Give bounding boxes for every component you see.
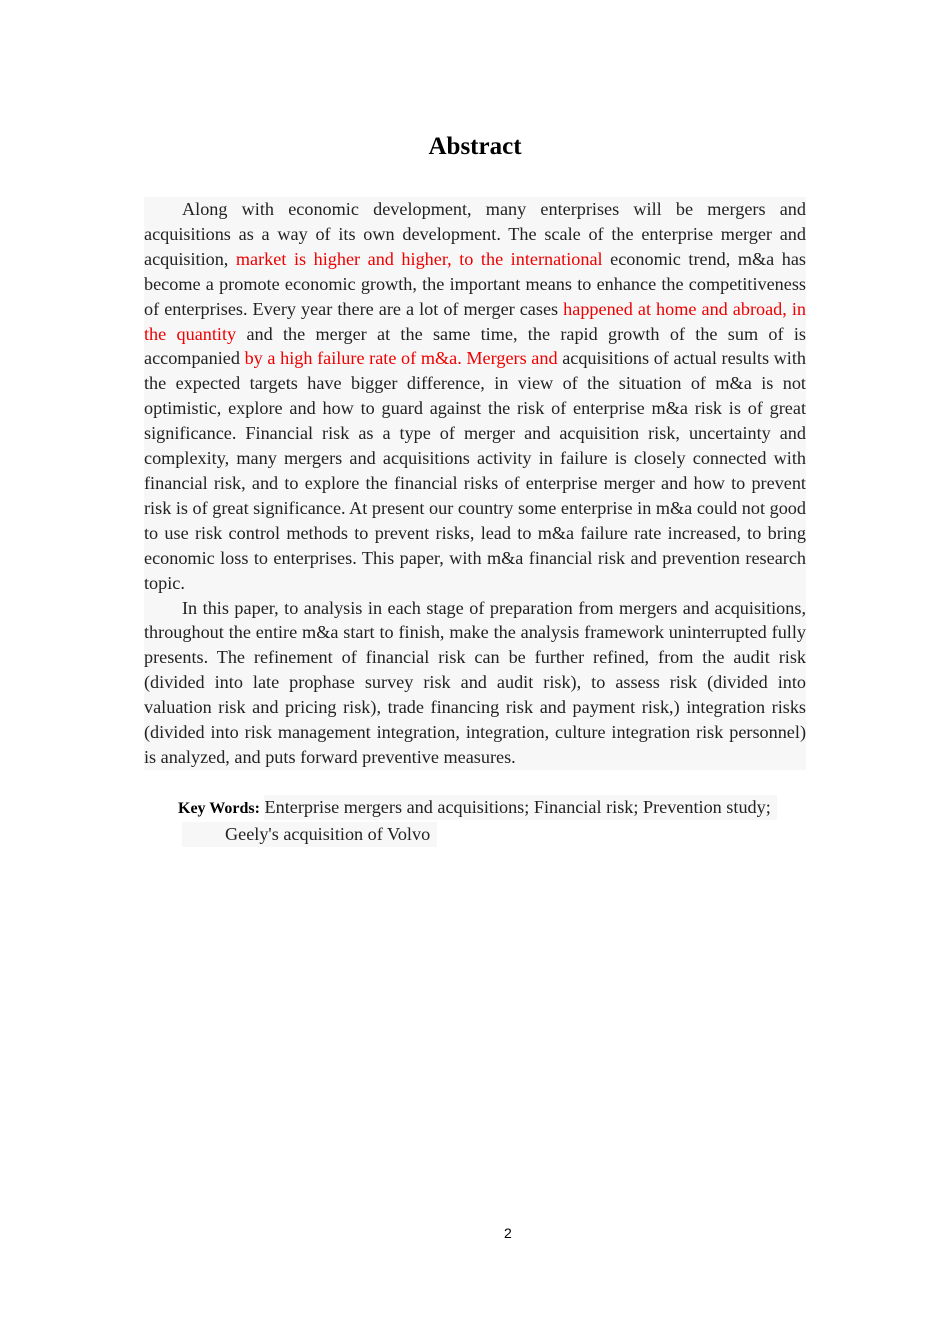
abstract-title: Abstract [428, 133, 522, 160]
keywords-line-2: Geely's acquisition of Volvo [182, 822, 437, 847]
keywords-line-1: Enterprise mergers and acquisitions; Financial risk; Prevention study; [264, 795, 776, 820]
paragraph-1-text-3: and the merger at the same time, the rapid growth of the sum of is accompanied [144, 323, 807, 369]
keywords-label: Key Words: [178, 800, 260, 817]
paragraph-1-text-2: economic trend, m&a has become a promote economic growth, the important means to enhance the competitiveness of enterprises. Every year there are a lot of merger cases [144, 248, 806, 319]
abstract-body [144, 197, 806, 770]
page-number: 2 [504, 1225, 512, 1241]
paragraph-1-text-1: Along with economic development, many enterprises will be mergers and acquisitions as a way of its own development. The scale of the enterprise merger and acquisition, [144, 199, 806, 269]
abstract-paragraph-1 [144, 197, 806, 596]
highlighted-text-1: market is higher and higher, to the international [235, 248, 603, 269]
paragraph-1-text-4: acquisitions of actual results with the expected targets have bigger difference, in view of the situation of m&a is not optimistic, explore and how to guard against the risk of enterprise m&a risk is of great significance. Financial risk as a type of merger and acquisition risk, uncertainty and complexity, many mergers and acquisitions activity in failure is closely connected with financial risk, and to explore the financial risks of enterprise merger and how to prevent risk is of great significance. At present our country some enterprise in m&a could not good to use risk control methods to prevent risks, lead to m&a failure rate increased, to bring economic loss to enterprises. This paper, with m&a financial risk and prevention research topic. [144, 348, 807, 593]
highlighted-text-2: happened at home and abroad, in the quantity [144, 298, 807, 344]
keywords-section [178, 795, 808, 847]
highlighted-text-3: by a high failure rate of m&a. Mergers and [244, 348, 558, 369]
abstract-paragraph-2: In this paper, to analysis in each stage of preparation from mergers and acquisitions, throughout the entire m&a start to finish, make the analysis framework uninterrupted fully presents. The refinement of financial risk can be further refined, from the audit risk (divided into late prophase survey risk and audit risk), to assess risk (divided into valuation risk and pricing risk), trade financing risk and payment risk,) integration risks (divided into risk management integration, integration, culture integration risk personnel) is analyzed, and puts forward preventive measures. [144, 597, 806, 767]
